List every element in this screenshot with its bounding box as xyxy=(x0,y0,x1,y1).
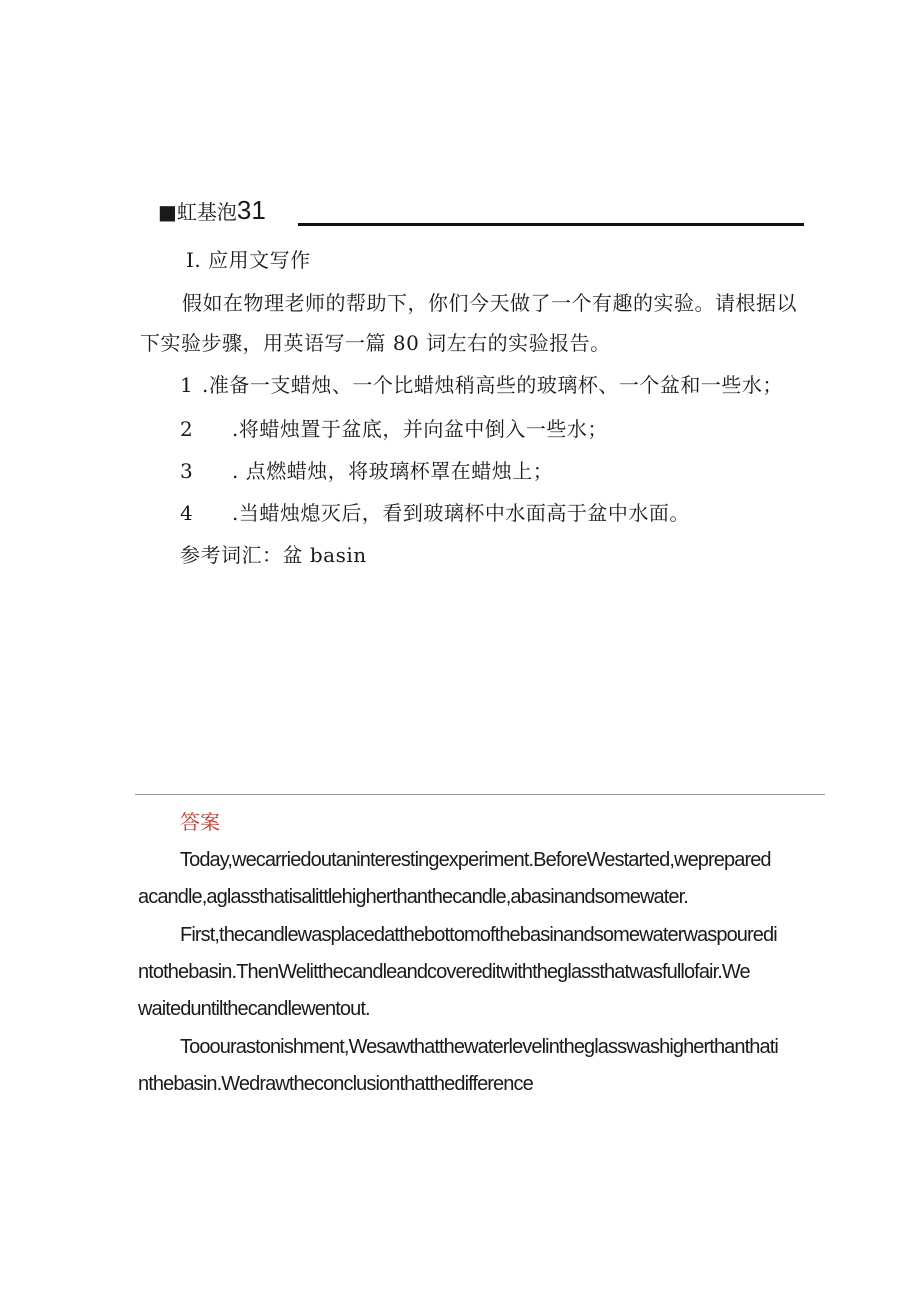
page-header xyxy=(158,195,266,226)
step-item xyxy=(180,497,690,526)
answer-line: First,thecandlewasplacedatthebottomofthebasinandsomewaterwaspouredi xyxy=(180,924,777,946)
answer-line: nthebasin.Wedrawtheconclusionthatthedifference xyxy=(138,1073,533,1095)
answer-line: Today,wecarriedoutaninterestingexperiment.BeforeWestarted,weprepared xyxy=(180,849,771,871)
step-item xyxy=(180,369,783,398)
answer-line: ntothebasin.ThenWelitthecandleandcovereditwiththeglassthatwasfullofair.We xyxy=(138,961,750,983)
step-item xyxy=(180,413,608,442)
step-item xyxy=(180,455,553,484)
vocab-hint: 参考词汇：盆 basin xyxy=(180,543,367,567)
header-underline xyxy=(298,223,804,226)
step-text: . 点燃蜡烛，将玻璃杯罩在蜡烛上； xyxy=(232,459,554,483)
header-number: 31 xyxy=(236,195,266,225)
prompt-line-2: 下实验步骤，用英语写一篇 80 词左右的实验报告。 xyxy=(140,331,611,355)
header-tag: ■虹基泡 xyxy=(158,200,237,224)
answer-line: waiteduntilthecandlewentout. xyxy=(138,998,370,1020)
prompt-line-1: 假如在物理老师的帮助下，你们今天做了一个有趣的实验。请根据以 xyxy=(182,291,797,315)
step-text: .准备一支蜡烛、一个比蜡烛稍高些的玻璃杯、一个盆和一些水； xyxy=(202,373,783,397)
step-text: .将蜡烛置于盆底，并向盆中倒入一些水； xyxy=(232,417,608,441)
step-number: 1 xyxy=(180,373,194,397)
step-number: 2 xyxy=(180,417,194,441)
step-text: .当蜡烛熄灭后，看到玻璃杯中水面高于盆中水面。 xyxy=(232,501,690,525)
step-number: 4 xyxy=(180,501,194,525)
section-title: I. 应用文写作 xyxy=(186,248,311,272)
step-number: 3 xyxy=(180,459,194,483)
answer-label: 答案 xyxy=(180,810,220,834)
answer-divider xyxy=(135,794,825,795)
answer-line: Tooourastonishment,Wesawthatthewaterlevelintheglasswashigherthanthati xyxy=(180,1036,778,1058)
answer-line: acandle,aglassthatisalittlehigherthanthecandle,abasinandsomewater. xyxy=(138,886,688,908)
